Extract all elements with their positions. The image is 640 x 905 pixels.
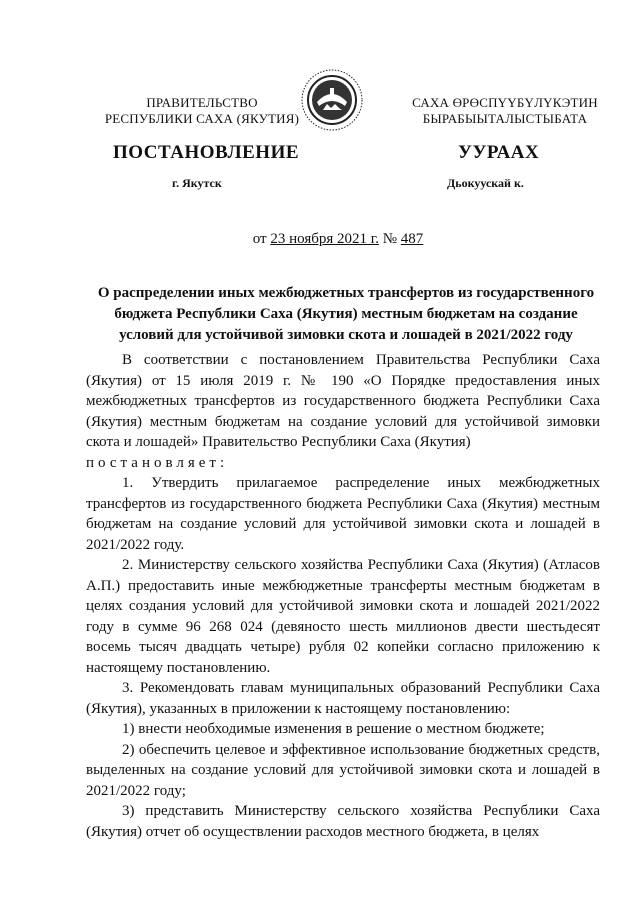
document-date: 23 ноября 2021 г. xyxy=(270,231,379,247)
subparagraph-3: 3) представить Министерству сельского хозяйства Республики Саха (Якутия) отчет об осуществлении расходов местного бюджета, в целях xyxy=(86,803,600,840)
doc-type-yakut: УУРААХ xyxy=(458,142,540,163)
header-left-line2: РЕСПУБЛИКИ САХА (ЯКУТИЯ) xyxy=(104,111,300,126)
paragraph-2: 2. Министерству сельского хозяйства Республики Саха (Якутия) (Атласов А.П.) предоставить иные межбюджетные трансферты местным бюджетам в целях создания условий для устойчивой зимовки скота и лошадей 2021/2022 году в сумме 96 268 024 (девяносто шесть миллионов двести шестьдесят восемь тысяч двадцать четыре) рубля 02 копейки согласно приложению к настоящему постановлению. xyxy=(86,557,600,676)
subparagraph-1: 1) внести необходимые изменения в решение о местном бюджете; xyxy=(122,721,545,737)
header-left xyxy=(92,95,312,127)
header-right-line2: БЫРАБЫЫТАЛЫСТЫБАТА xyxy=(422,111,588,126)
resolves-word: постановляет: xyxy=(86,454,229,471)
subparagraph-2: 2) обеспечить целевое и эффективное использование бюджетных средств, выделенных на создание условий для устойчивой зимовки скота и лошадей в 2021/2022 году; xyxy=(86,741,600,799)
document-body xyxy=(86,350,600,842)
header-right xyxy=(395,95,615,127)
paragraph-3: 3. Рекомендовать главам муниципальных образований Республики Саха (Якутия), указанных в приложении к настоящему постановлению: xyxy=(86,680,600,717)
number-label: № xyxy=(378,231,401,247)
date-prefix: от xyxy=(252,231,271,247)
paragraph-1: 1. Утвердить прилагаемое распределение иных межбюджетных трансфертов из государственного бюджета Республики Саха (Якутия) местным бюджетам на создание условий для устойчивой зимовки скота и лошадей в 2021/2022 году. xyxy=(86,475,600,553)
header-right-line1: САХА ӨРӨСПҮҮБҮЛҮКЭТИН xyxy=(412,95,598,110)
preamble: В соответствии с постановлением Правительства Республики Саха (Якутия) от 15 июля 2019 г. № 190 «О Порядке предоставления иных межбюджетных трансфертов из государственного бюджета Республики Саха (Якутия) местным бюджетам на создание условий для устойчивой зимовки скота и лошадей» Правительство Республики Саха (Якутия) xyxy=(86,352,600,450)
city-russian: г. Якутск xyxy=(172,176,222,190)
city-yakut: Дьокуускай к. xyxy=(447,176,524,190)
date-number-line xyxy=(0,231,640,248)
doc-type-russian: ПОСТАНОВЛЕНИЕ xyxy=(113,142,300,163)
header-left-line1: ПРАВИТЕЛЬСТВО xyxy=(146,95,258,110)
coat-of-arms-emblem xyxy=(301,68,363,132)
document-number: 487 xyxy=(400,231,424,247)
document-title: О распределении иных межбюджетных трансфертов из государственного бюджета Республики Саха (Якутия) местным бюджетам на создание условий для устойчивой зимовки скота и лошадей в 2021/2022 году xyxy=(97,285,595,343)
